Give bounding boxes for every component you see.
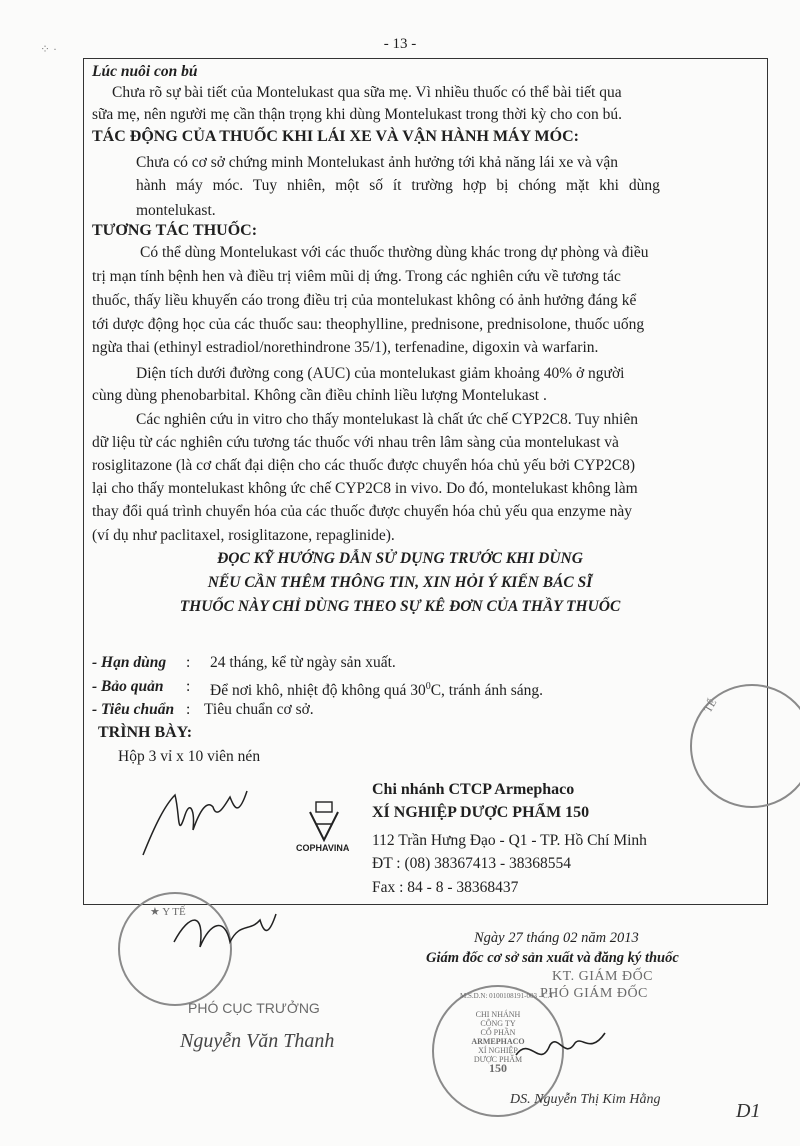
breastfeeding-heading: Lúc nuôi con bú	[92, 63, 198, 80]
approval-title: Giám đốc cơ sở sản xuất và đăng ký thuốc	[426, 950, 679, 966]
interactions-line-9: dữ liệu từ các nghiên cứu tương tác thuốc với nhau trên lâm sàng của montelukast và	[92, 434, 619, 451]
cophavina-logo-text: COPHAVINA	[296, 843, 350, 853]
breastfeeding-line-1: Chưa rõ sự bài tiết của Montelukast qua sữa mẹ. Vì nhiều thuốc có thể bài tiết qua	[112, 84, 622, 101]
warning-line-2: NẾU CẦN THÊM THÔNG TIN, XIN HỎI Ý KIẾN BÁC SĨ	[207, 574, 593, 591]
company-phone: ĐT : (08) 38367413 - 38368554	[372, 855, 572, 872]
authority-name: Nguyễn Văn Thanh	[180, 1030, 335, 1052]
interactions-line-1: Có thể dùng Montelukast với các thuốc thường dùng khác trong dự phòng và điều	[140, 244, 649, 261]
cophavina-logo-icon	[304, 800, 344, 842]
corner-mark-icon: ⁘ ·	[40, 42, 58, 56]
standard-value: Tiêu chuẩn cơ sở.	[204, 701, 314, 718]
interactions-line-6: Diện tích dưới đường cong (AUC) của montelukast giảm khoảng 40% ở người	[136, 365, 625, 382]
page-number: - 13 -	[383, 36, 417, 52]
authority-stamp-icon: ★ Y TẾ	[150, 906, 186, 918]
company-address: 112 Trần Hưng Đạo - Q1 - TP. Hồ Chí Minh	[372, 832, 647, 849]
driving-heading: TÁC ĐỘNG CỦA THUỐC KHI LÁI XE VÀ VẬN HÀNH MÁY MÓC:	[92, 128, 579, 145]
interactions-line-5: ngừa thai (ethinyl estradiol/norethindrone 35/1), terfenadine, digoxin và warfarin.	[92, 339, 599, 356]
storage-colon: :	[186, 678, 191, 695]
shelf-life-value: 24 tháng, kể từ ngày sản xuất.	[210, 654, 396, 671]
company-line-1: Chi nhánh CTCP Armephaco	[372, 781, 575, 798]
driving-line-1: Chưa có cơ sở chứng minh Montelukast ảnh hưởng tới khả năng lái xe và vận	[136, 154, 618, 171]
page-mark: D1	[736, 1100, 761, 1122]
stamp-ring-text: M.S.D.N: 0100108191-003 - C.T	[460, 992, 554, 1000]
stamp-text-block: CHI NHÁNH CÔNG TY CỔ PHẦN ARMEPHACO XÍ NGHIỆP DƯỢC PHẨM 150	[471, 1010, 525, 1075]
interactions-line-4: tới dược động học của các thuốc sau: theophylline, prednisone, prednisolone, thuốc uống	[92, 316, 645, 333]
driving-line-2: hành máy móc. Tuy nhiên, một số ít trường hợp bị chóng mặt khi dùng	[136, 177, 660, 194]
interactions-line-12: thay đổi quá trình chuyển hóa của các thuốc được chuyển hóa chủ yếu qua enzyme này	[92, 503, 632, 520]
shelf-life-colon: :	[186, 654, 191, 671]
breastfeeding-line-2: sữa mẹ, nên người mẹ cần thận trọng khi dùng Montelukast trong thời kỳ cho con bú.	[92, 106, 622, 123]
standard-label: - Tiêu chuẩn	[92, 701, 175, 718]
shelf-life-label: - Hạn dùng	[92, 654, 167, 671]
warning-line-3: THUỐC NÀY CHỈ DÙNG THEO SỰ KÊ ĐƠN CỦA THẦY THUỐC	[179, 598, 621, 615]
warning-line-1: ĐỌC KỸ HƯỚNG DẪN SỬ DỤNG TRƯỚC KHI DÙNG	[217, 550, 583, 567]
authority-title: PHÓ CỤC TRƯỞNG	[188, 1000, 320, 1016]
presentation-value: Hộp 3 vỉ x 10 viên nén	[118, 748, 261, 765]
approval-deputy: PHÓ GIÁM ĐỐC	[540, 986, 648, 1001]
interactions-line-11: lại cho thấy montelukast không ức chế CYP2C8 in vivo. Do đó, montelukast không làm	[92, 480, 638, 497]
approval-kt: KT. GIÁM ĐỐC	[552, 969, 654, 984]
presentation-heading: TRÌNH BÀY:	[98, 724, 193, 741]
storage-value: Để nơi khô, nhiệt độ không quá $30^0C$, tránh ánh sáng.	[210, 681, 544, 700]
signature-icon	[135, 785, 265, 865]
storage-label: - Bảo quản	[92, 678, 164, 695]
partial-stamp-icon: TẾ	[702, 697, 720, 715]
authority-signature-icon	[170, 902, 280, 962]
interactions-heading: TƯƠNG TÁC THUỐC:	[92, 222, 258, 239]
interactions-line-2: trị mạn tính bệnh hen và điều trị viêm mũi dị ứng. Trong các nghiên cứu về tương tác	[92, 268, 621, 285]
driving-line-3: montelukast.	[136, 202, 216, 219]
standard-colon: :	[186, 701, 191, 718]
interactions-line-10: rosiglitazone (là cơ chất đại diện cho các thuốc được chuyển hóa chủ yếu bởi CYP2C8)	[92, 457, 636, 474]
company-fax: Fax : 84 - 8 - 38368437	[372, 879, 519, 896]
approval-signature-icon	[510, 1025, 610, 1075]
interactions-line-7: cùng dùng phenobarbital. Không cần điều chỉnh liều lượng Montelukast .	[92, 387, 547, 404]
approval-date: Ngày 27 tháng 02 năm 2013	[474, 930, 639, 946]
approval-signer: DS. Nguyễn Thị Kim Hằng	[510, 1092, 661, 1107]
interactions-line-8: Các nghiên cứu in vitro cho thấy montelukast là chất ức chế CYP2C8. Tuy nhiên	[136, 411, 638, 428]
company-line-2: XÍ NGHIỆP DƯỢC PHẨM 150	[372, 804, 590, 821]
interactions-line-3: thuốc, thấy liều khuyến cáo trong điều trị của montelukast không có ảnh hưởng đáng kể	[92, 292, 637, 309]
interactions-line-13: (ví dụ như paclitaxel, rosiglitazone, repaglinide).	[92, 527, 395, 544]
